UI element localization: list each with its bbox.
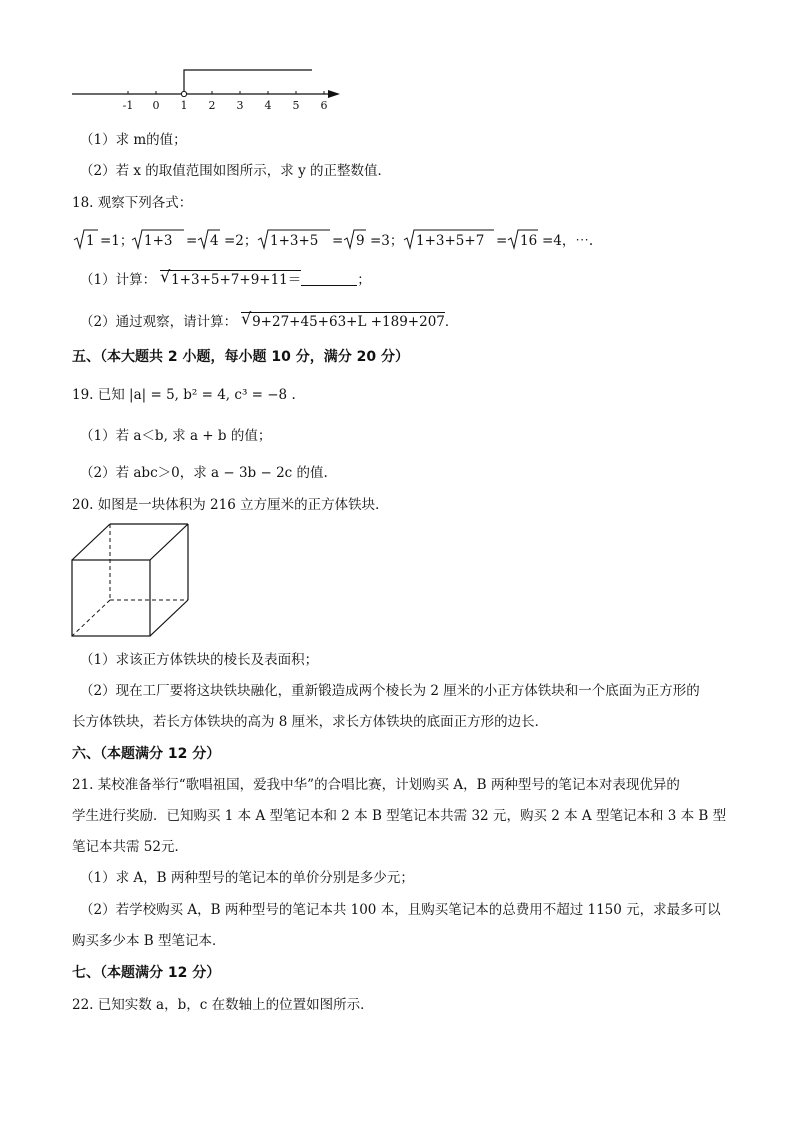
q18-part2-expr: 9+27+45+63+L +189+207 [252, 314, 445, 330]
number-line-tick-label: 3 [236, 99, 244, 112]
q18-part2-suffix: ． [444, 314, 459, 330]
svg-text:=4，⋯.: =4，⋯. [542, 233, 594, 249]
q20-part1: （1）求该正方体铁块的棱长及表面积； [80, 652, 319, 668]
svg-text:=: = [496, 233, 508, 249]
q18-title: 18. 观察下列各式： [72, 195, 193, 211]
svg-text:=1；: =1； [100, 233, 134, 249]
svg-text:9: 9 [356, 233, 365, 249]
q21-part1: （1）求 A，B 两种型号的笔记本的单价分别是多少元； [80, 870, 414, 886]
q18-part2-radical: √ 9+27+45+63+L +189+207 [241, 309, 445, 330]
number-line-tick-label: 5 [292, 99, 300, 112]
q22-title: 22. 已知实数 a，b，c 在数轴上的位置如图所示． [72, 997, 374, 1013]
q21-part2-line2: 购买多少本 B 型笔记本． [72, 933, 226, 949]
q19-title: 19. 已知 |a| = 5, b² = 4, c³ = −8 . [72, 387, 296, 403]
q19-part2: （2）若 abc＞0，求 a − 3b − 2c 的值. [80, 465, 328, 481]
solution-ray [184, 70, 312, 94]
open-circle-marker [181, 91, 186, 96]
number-line-tick-label: 4 [264, 99, 272, 112]
number-line-tick-label: -1 [122, 99, 134, 112]
svg-text:1+3+5: 1+3+5 [270, 233, 319, 249]
answer-blank[interactable] [301, 271, 357, 286]
svg-text:4: 4 [210, 233, 219, 249]
q17-part2: （2）若 x 的取值范围如图所示，求 y 的正整数值． [80, 163, 391, 179]
section-7-heading: 七、（本题满分 12 分） [72, 965, 221, 981]
svg-text:16: 16 [520, 233, 538, 249]
svg-text:=: = [186, 233, 198, 249]
q20-part2-line2: 长方体铁块，若长方体铁块的高为 8 厘米，求长方体铁块的底面正方形的边长． [72, 714, 549, 730]
q21-line3: 笔记本共需 52元． [72, 839, 188, 855]
q21-line1: 21. 某校准备举行“歌唱祖国，爱我中华”的合唱比赛，计划购买 A，B 两种型号的笔记本对表现优异的 [72, 777, 680, 793]
number-line-tick-label: 0 [152, 99, 160, 112]
q18-part1-prefix: （1）计算： [80, 272, 157, 288]
q18-part1-radical: √ 1+3+5+7+9+11＝ [160, 267, 302, 288]
q18-part1-suffix: ； [357, 272, 371, 288]
number-line-arrow [328, 90, 340, 98]
section-5-heading: 五、（本大题共 2 小题，每小题 10 分，满分 20 分） [72, 349, 409, 365]
q19-part1: （1）若 a＜b, 求 a + b 的值； [80, 428, 272, 444]
svg-text:1+3+5+7: 1+3+5+7 [416, 233, 485, 249]
svg-text:=2；: =2； [224, 233, 258, 249]
svg-text:=: = [332, 233, 344, 249]
q17-part1: （1）求 m的值； [80, 132, 187, 148]
q21-line2: 学生进行奖励．已知购买 1 本 A 型笔记本和 2 本 B 型笔记本共需 32 元，购买 2 本 A 型笔记本和 3 本 B 型 [72, 808, 727, 824]
q18-examples [72, 226, 632, 252]
q21-part2-line1: （2）若学校购买 A，B 两种型号的笔记本共 100 本，且购买笔记本的总费用不超过 1150 元，求最多可以 [80, 902, 721, 918]
q20-title: 20. 如图是一块体积为 216 立方厘米的正方体铁块． [72, 497, 389, 513]
q18-part1 [80, 267, 371, 289]
svg-text:=3；: =3； [370, 233, 404, 249]
q20-part2-line1: （2）现在工厂要将这块铁块融化，重新锻造成两个棱长为 2 厘米的小正方体铁块和一个底面为正方形的 [80, 683, 700, 699]
number-line-tick-label: 6 [320, 99, 328, 112]
number-line-figure [60, 64, 360, 114]
section-6-heading: 六、（本题满分 12 分） [72, 746, 221, 762]
number-line-tick-label: 1 [180, 99, 188, 112]
q18-part2-prefix: （2）通过观察，请计算： [80, 314, 238, 330]
svg-text:1: 1 [86, 233, 95, 249]
number-line-tick-label: 2 [208, 99, 216, 112]
q18-part1-expr: 1+3+5+7+9+11＝ [171, 272, 302, 288]
svg-text:1+3: 1+3 [144, 233, 173, 249]
cube-figure [70, 522, 200, 647]
q18-part2 [80, 309, 459, 331]
